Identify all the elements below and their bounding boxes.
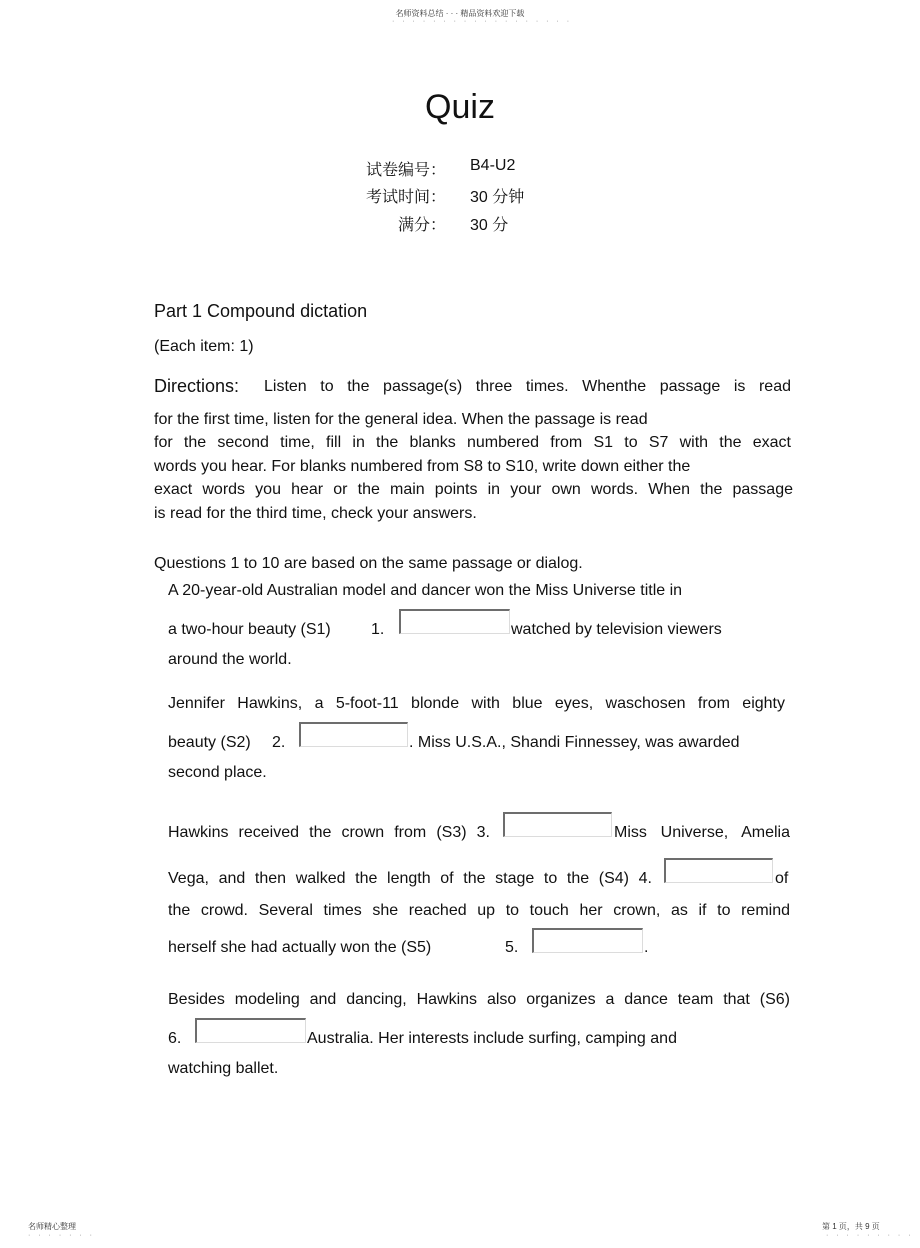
top-banner: 名师资料总结 · · · 精品资料欢迎下载 <box>395 9 525 18</box>
questions-intro: Questions 1 to 10 are based on the same passage or dialog. <box>154 555 583 572</box>
part1-heading: Part 1 Compound dictation <box>154 301 368 321</box>
answer-blank-s6[interactable] <box>195 1018 306 1043</box>
answer-blank-s2[interactable] <box>299 722 408 747</box>
exam-time-label: 考试时间： <box>365 189 446 206</box>
answer-blank-s3[interactable] <box>503 812 612 837</box>
top-banner-dots: · · · · · · · · · · · · · · · · · · <box>392 18 573 25</box>
passage-p3-line1-before: Hawkins received the crown from (S3) 3. <box>168 824 490 841</box>
directions-line-1: Listen to the passage(s) three times. Whenthe passage is read <box>264 378 791 395</box>
directions-line-3: for the second time, fill in the blanks numbered from S1 to S7 with the exact <box>154 434 791 451</box>
passage-p2-line2-after: . Miss U.S.A., Shandi Finnessey, was awarded <box>409 734 740 751</box>
passage-p3-line1-after: Miss Universe, Amelia <box>614 824 790 841</box>
answer-blank-s5[interactable] <box>532 928 643 953</box>
directions-line-6: is read for the third time, check your answers. <box>154 505 477 522</box>
question-6-number: 6. <box>168 1030 182 1047</box>
exam-id-value: B4-U2 <box>470 157 516 174</box>
full-score-label: 满分： <box>397 217 446 234</box>
passage-p3-line3: the crowd. Several times she reached up to touch her crown, as if to remind <box>168 902 790 919</box>
footer-right-dots: · · · · · · · · · <box>826 1232 914 1239</box>
page-indicator: 第 1 页，共 9 页 <box>822 1222 880 1231</box>
question-2-number: 2. <box>272 734 286 751</box>
passage-p4-line2-after: Australia. Her interests include surfing, camping and <box>307 1030 677 1047</box>
directions-line-2: for the first time, listen for the general idea. When the passage is read <box>154 411 648 428</box>
directions-line-5: exact words you hear or the main points in your own words. When the passage <box>154 481 793 498</box>
question-1-number: 1. <box>371 621 385 638</box>
passage-p4-line3: watching ballet. <box>168 1060 279 1077</box>
answer-blank-s4[interactable] <box>664 858 773 883</box>
exam-time-value: 30 分钟 <box>470 189 525 206</box>
passage-p1-line2-after: watched by television viewers <box>511 621 722 638</box>
passage-p3-line4-after: . <box>644 939 649 956</box>
passage-p2-line1: Jennifer Hawkins, a 5-foot-11 blonde with blue eyes, waschosen from eighty <box>168 695 785 712</box>
passage-p2-line3: second place. <box>168 764 267 781</box>
answer-blank-s1[interactable] <box>399 609 510 634</box>
passage-p2-line2-before: beauty (S2) <box>168 734 251 751</box>
passage-p1-line2-before: a two-hour beauty (S1) <box>168 621 331 638</box>
full-score-value: 30 分 <box>470 217 509 234</box>
exam-id-label: 试卷编号： <box>365 162 446 179</box>
passage-p3-line2-after: of <box>775 870 789 887</box>
passage-p3-line4-before: herself she had actually won the (S5) <box>168 939 432 956</box>
passage-p1-line3: around the world. <box>168 651 292 668</box>
footer-left-note: 名师精心整理 <box>28 1222 76 1231</box>
page-title: Quiz <box>425 88 495 126</box>
passage-p4-line1: Besides modeling and dancing, Hawkins also organizes a dance team that (S6) <box>168 991 790 1008</box>
passage-p1-line1: A 20-year-old Australian model and dancer won the Miss Universe title in <box>168 582 683 599</box>
question-5-number: 5. <box>505 939 519 956</box>
part1-points: (Each item: 1) <box>154 338 254 355</box>
directions-line-4: words you hear. For blanks numbered from S8 to S10, write down either the <box>154 458 691 475</box>
footer-left-dots: · · · · · · · <box>28 1232 95 1239</box>
directions-label: Directions: <box>154 376 240 396</box>
passage-p3-line2-before: Vega, and then walked the length of the stage to the (S4) 4. <box>168 870 652 887</box>
